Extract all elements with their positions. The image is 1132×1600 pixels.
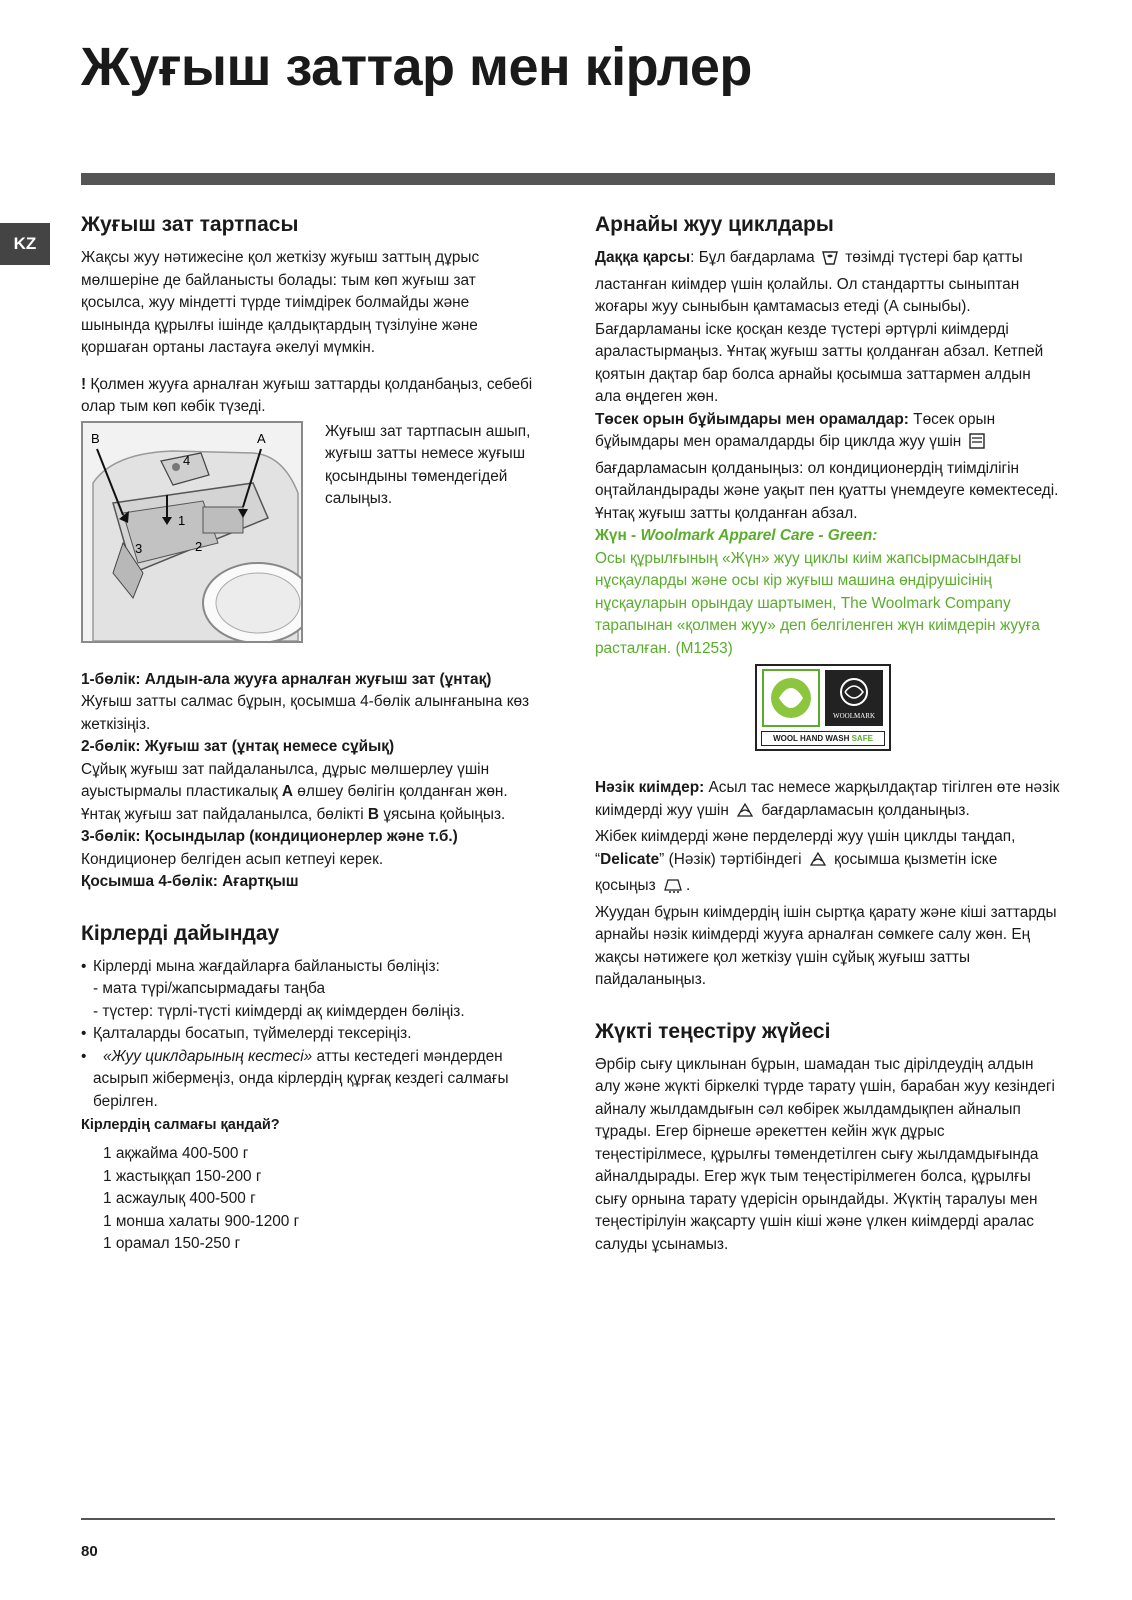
top-divider	[81, 173, 1055, 185]
weight-item: 1 ақжайма 400-500 г	[103, 1145, 249, 1162]
label-b: B	[91, 430, 100, 446]
bedding-paragraph: Төсек орын бұйымдары мен орамалдар: Төсек орын бұйымдары мен орамалдарды бір циклда жуу үшін бағдарламасын қолданыңыз: ол кондиционердің тиімділігін оңтайландырады және уақыт пен қуатты үнемдеуге көмектеседі. Ұнтақ жуғыш затты қолданған абзал.	[595, 410, 1059, 522]
page-title: Жуғыш заттар мен кірлер	[81, 37, 752, 97]
compartment-1-title: 1-бөлік: Алдын-ала жууға арналған жуғыш зат (ұнтақ)	[81, 670, 492, 688]
section-title-load-balancing: Жүкті теңестіру жүйесі	[595, 1019, 831, 1043]
label-3: 3	[135, 540, 143, 556]
easy-iron-icon	[662, 876, 684, 902]
weight-item: 1 асжаулық 400-500 г	[103, 1190, 256, 1207]
weights-list	[81, 1143, 541, 1256]
load-balancing-text: Әрбір сығу циклынан бұрын, шамадан тыс дірілдеудің алдын алу және жүкті біркелкі түрде тарату үшін, барабан жуу кезіндегі айналу жылдамдығын сәл көбірек жылдамдықпен айналып тұрады. Егер бірнеше әрекеттен кейін жүк дұрыс теңестірілмесе, құрылғы төмендетілген сығу жылдамдығында айналдырады. Егер жүк тым теңестірілмеген болса, құрылғы сығу орнына тарату үдерісін орындайды. Жүктің таралуы мен теңестірілуін жақсарту үшін кіші және үлкен киімдерді аралас салуды ұсынамыз.	[595, 1055, 1055, 1253]
badge-caption: WOOL HAND WASH SAFE	[761, 731, 885, 746]
stain-icon	[821, 248, 839, 274]
list-item: • «Жуу циклдарының кестесі» атты кестедегі мәндерден асырып жібермеңіз, онда кірлердің құрғақ кездегі салмағы берілген.	[81, 1046, 541, 1114]
list-subitem: - мата түрі/жапсырмадағы таңба	[93, 980, 326, 997]
compartment-2-liquid-text: Сұйық жуғыш зат пайдаланылса, дұрыс мөлшерлеу үшін ауыстырмалы пластикалық A өлшеу бөлігін қолданған жөн.	[81, 760, 508, 800]
detergent-drawer-illustration	[81, 421, 303, 643]
weight-item: 1 жастыққап 150-200 г	[103, 1167, 262, 1185]
compartment-3-title: 3-бөлік: Қосындылар (кондиционерлер және т.б.)	[81, 828, 458, 845]
section-title-detergent-drawer: Жуғыш зат тартпасы	[81, 213, 299, 236]
weight-item: 1 монша халаты 900-1200 г	[103, 1212, 300, 1230]
turn-inside-paragraph: Жуудан бұрын киімдердің ішін сыртқа қарату және кіші заттарды арнайы нәзік киімдерді жууға арналған сөмкеге салу жөн. Ең жақсы нәтижеге қол жеткізу үшін сұйық жуғыш затты пайдаланыңыз.	[595, 903, 1057, 988]
delicate-icon	[808, 850, 828, 876]
weight-item: 1 орамал 150-250 г	[103, 1235, 241, 1252]
warning-note: ! Қолмен жууға арналған жуғыш заттарды қолданбаңыз, себебі олар тым көп көбік түзеді.	[81, 375, 533, 415]
wool-text: Осы құрылғының «Жүн» жуу циклы киім жапсырмасындағы нұсқауларды және осы кір жуғыш машина өндірушісінің нұсқауларын орындау шартымен, The Woolmark Company тарапынан «қолмен жуу» деп белгіленген жүн киімдерін жууға расталған. (M1253)	[595, 549, 1040, 657]
delicate-icon	[735, 801, 755, 827]
woolmark-badge	[755, 664, 891, 751]
language-tab: KZ	[0, 223, 50, 265]
label-1: 1	[178, 512, 186, 528]
warning-icon: !	[81, 375, 87, 393]
compartment-3-text: Кондиционер белгіден асып кетпеуі керек.	[81, 850, 384, 868]
weights-title: Кірлердің салмағы қандай?	[81, 1117, 280, 1133]
compartment-1-text: Жуғыш затты салмас бұрын, қосымша 4-бөлік алынғанына көз жеткізіңіз.	[81, 693, 530, 733]
page-number: 80	[81, 1543, 98, 1560]
bottom-divider	[81, 1518, 1055, 1520]
delicate-paragraph: Нәзік киімдер: Асыл тас немесе жарқылдақтар тігілген өте нәзік киімдерді жуу үшін бағдарламасын қолданыңыз.	[595, 777, 1060, 826]
compartment-4-title: Қосымша 4-бөлік: Ағартқыш	[81, 873, 299, 890]
list-item: • Қалталарды босатып, түймелерді тексеріңіз.	[81, 1023, 541, 1046]
label-4: 4	[183, 452, 191, 468]
section-title-special-cycles: Арнайы жуу циклдары	[595, 213, 834, 236]
woolmark-logo-text: WOOLMARK	[833, 712, 875, 720]
label-a: A	[257, 430, 266, 446]
drawer-figure-row	[81, 421, 541, 643]
detergent-intro: Жақсы жуу нәтижесіне қол жеткізу жуғыш заттың дұрыс мөлшеріне де байланысты болады: тым көп жуғыш зат қосылса, жуу міндетті түрде тиімдірек болмайды және шынында құрылғы ішінде қалдықтардың түзілуіне және қоршаған ортаны ластауға әкелуі мүмкін.	[81, 249, 480, 356]
wool-title: Жүн - Woolmark Apparel Care - Green:	[595, 527, 878, 544]
right-column	[595, 213, 1060, 1256]
list-item: • Кірлерді мына жағдайларға байланысты бөліңіз:	[81, 956, 541, 979]
bedding-towels-icon	[968, 432, 986, 458]
preparation-list	[81, 956, 541, 979]
left-column	[81, 213, 541, 1256]
compartment-2-title: 2-бөлік: Жуғыш зат (ұнтақ немесе сұйық)	[81, 738, 395, 755]
list-subitem: - түстер: түрлі-түсті киімдерді ақ киімдерден бөліңіз.	[93, 1002, 465, 1020]
section-title-preparing-laundry: Кірлерді дайындау	[81, 921, 280, 945]
stain-paragraph: Даққа қарсы: Бұл бағдарлама төзімді түстері бар қатты ластанған киімдер үшін қолайлы. Ол стандартты сыныптан жоғары жуу сыныбын қамтамасыз етеді (А сыныбы). Бағдарламаны іске қосқан кезде түстері әртүрлі киімдерді араластырмаңыз. Ұнтақ жуғыш затты қолданған абзал. Кетпей қоятын дақтар бар болса арнайы қосымша заттармен алдын ала өңдеген жөн.	[595, 249, 1044, 405]
label-2: 2	[195, 538, 203, 554]
drawer-instruction: Жуғыш зат тартпасын ашып, жуғыш затты немесе жуғыш қосындыны төмендегідей салыңыз.	[325, 422, 531, 507]
silk-paragraph: Жібек киімдерді және перделерді жуу үшін циклды таңдап, “Delicate” (Нәзік) тәртібіндегі қосымша қызметін іске қосыңыз .	[595, 826, 1060, 902]
compartment-2-powder-text: Ұнтақ жуғыш зат пайдаланылса, бөлікті B ұясына қойыңыз.	[81, 805, 506, 823]
